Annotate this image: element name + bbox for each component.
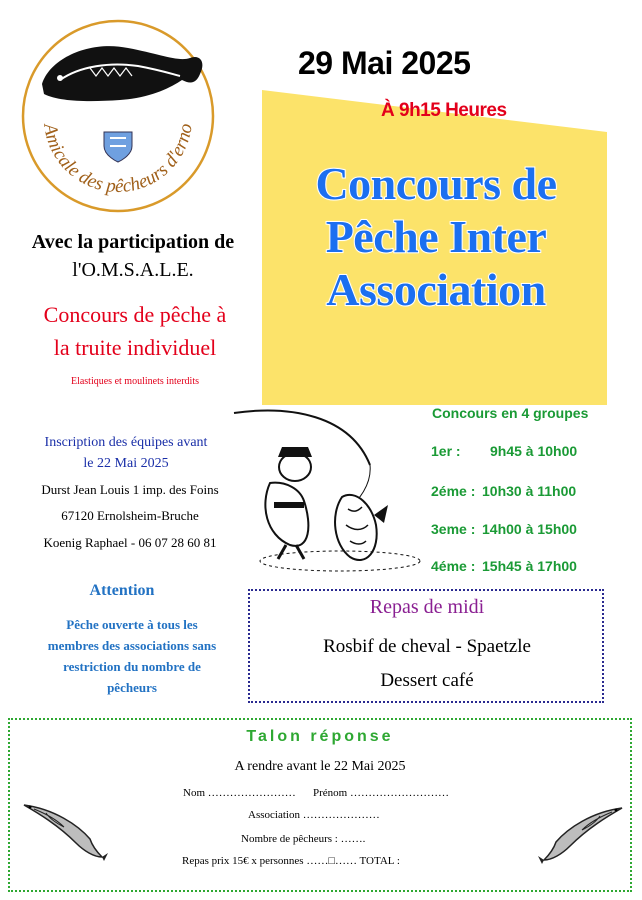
participation-line2: l'O.M.S.A.L.E. (72, 259, 194, 281)
event-title (268, 158, 604, 317)
group-row (431, 521, 601, 537)
trout-left-icon (18, 795, 108, 865)
talon-deadline: A rendre avant le 22 Mai 2025 (234, 759, 406, 774)
participation-text (10, 228, 256, 284)
group-label: 3eme : (431, 521, 476, 537)
repas-menu-dessert: Dessert café (380, 670, 474, 691)
talon-repas-field[interactable]: Repas prix 15€ x personnes ……□…… TOTAL : (182, 855, 400, 867)
event-title-line2: Pêche Inter (325, 210, 547, 262)
event-title-line1: Concours de (315, 158, 557, 209)
talon-association-field[interactable]: Association ………………… (248, 809, 380, 821)
fisherman-illustration-icon (230, 405, 430, 580)
group-label: 4éme : (431, 558, 476, 574)
attention-heading: Attention (89, 582, 155, 599)
concours-line2: la truite individuel (53, 335, 217, 360)
repas-menu-main: Rosbif de cheval - Spaetzle (323, 636, 531, 657)
group-time: 15h45 à 17h00 (482, 558, 577, 574)
trout-right-icon (538, 798, 628, 868)
repas-title: Repas de midi (369, 596, 485, 618)
club-logo (20, 18, 216, 214)
group-time: 10h30 à 11h00 (482, 483, 577, 499)
concours-line1: Concours de pêche à (43, 302, 227, 327)
attention-line3: restriction du nombre de (63, 659, 201, 674)
talon-title: Talon réponse (246, 728, 394, 745)
svg-text:Amicale des pêcheurs d'erno: Amicale des pêcheurs d'erno (39, 121, 197, 198)
inscription-text (10, 432, 242, 474)
group-label: 1er : (431, 443, 461, 459)
group-label: 2éme : (431, 483, 476, 499)
participation-line1: Avec la participation de (31, 231, 235, 253)
event-date: 29 Mai 2025 (298, 45, 471, 81)
group-time: 9h45 à 10h00 (490, 443, 578, 459)
group-row (431, 558, 601, 574)
event-time: À 9h15 Heures (381, 100, 507, 121)
group-time: 14h00 à 15h00 (482, 521, 577, 537)
attention-line4: pêcheurs (107, 680, 157, 695)
contact-address: Durst Jean Louis 1 imp. des Foins (41, 482, 219, 497)
group-row (431, 443, 601, 459)
talon-nombre-field[interactable]: Nombre de pêcheurs : ……. (241, 833, 366, 845)
inscription-line1: Inscription des équipes avant (44, 435, 208, 450)
concours-truite-text (10, 298, 260, 364)
inscription-line2: le 22 Mai 2025 (83, 456, 169, 471)
attention-line2: membres des associations sans (47, 638, 217, 653)
talon-nom-field[interactable]: Nom …………………… (183, 787, 296, 799)
attention-line1: Pêche ouverte à tous les (66, 617, 198, 632)
attention-text (10, 614, 254, 698)
groups-title: Concours en 4 groupes (432, 405, 589, 421)
elastiques-note: Elastiques et moulinets interdits (70, 376, 200, 387)
contact-city: 67120 Ernolsheim-Bruche (61, 508, 199, 523)
group-row (431, 483, 601, 499)
talon-prenom-field[interactable]: Prénom ……………………… (313, 787, 449, 799)
event-title-line3: Association (326, 263, 546, 315)
contact-phone: Koenig Raphael - 06 07 28 60 81 (43, 535, 217, 550)
